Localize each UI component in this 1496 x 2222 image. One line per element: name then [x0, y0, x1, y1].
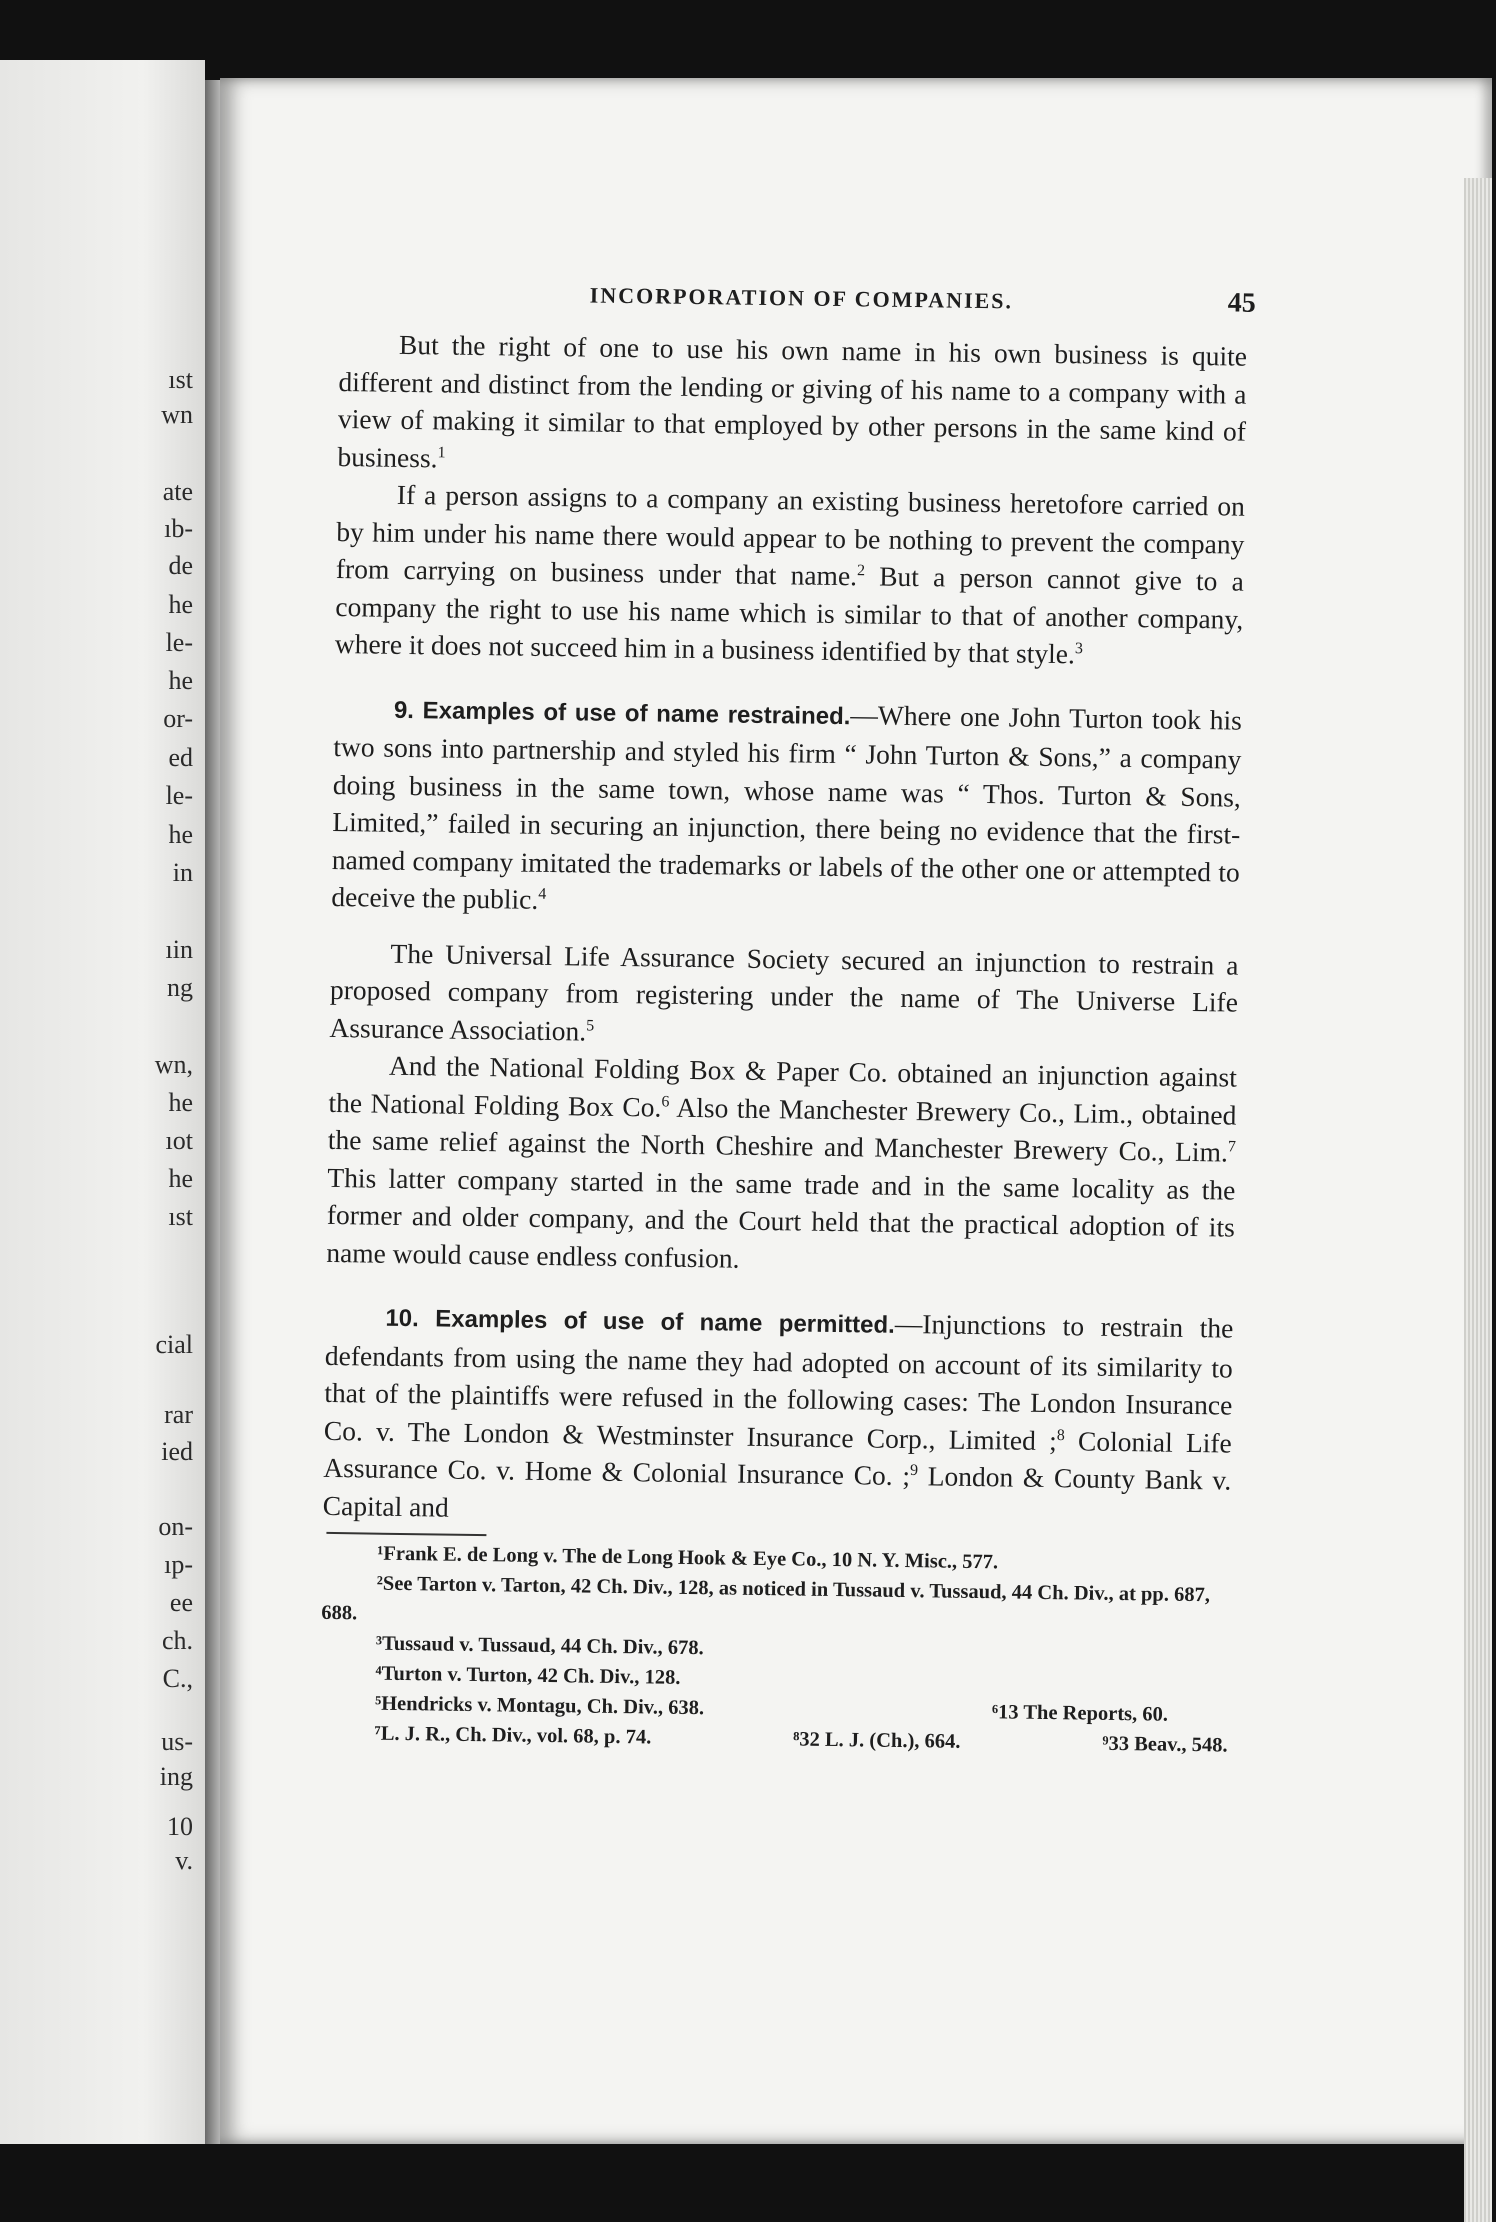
- footnote-ref: 8: [1056, 1426, 1065, 1444]
- left-margin-fragment: us-: [161, 1727, 193, 1756]
- left-margin-fragment: ıst: [168, 1202, 193, 1231]
- paragraph: If a person assigns to a company an existing business heretofore carried on by him under his name there would appear to be nothing to prevent the company from carrying on business under that name.$^2$ But a person cannot give to a company the right to use his name which is similar to that of another company, where it does not succeed him in a business identified by that style.$^3$: [334, 478, 1246, 670]
- paragraph: But the right of one to use his own name in his own business is quite different and distinct from the lending or giving of his name to a company with a view of making it similar to that employed by other persons in the same kind of business.$^1$: [337, 328, 1248, 473]
- left-margin-fragment: he: [168, 820, 193, 849]
- page-content: [319, 275, 1256, 1761]
- page-number: 45: [1227, 287, 1256, 319]
- left-margin-fragment: he: [168, 590, 193, 619]
- left-margin-fragment: on-: [158, 1512, 193, 1541]
- left-margin-fragment: ıb-: [164, 514, 193, 543]
- footnote-ref: 9: [909, 1461, 919, 1480]
- left-margin-fragment: he: [168, 1088, 193, 1117]
- facing-left-page: [0, 60, 205, 2144]
- section-heading: 10. Examples of use of name permitted.: [385, 1304, 895, 1339]
- left-margin-fragment: C.,: [162, 1664, 193, 1693]
- footnote-ref: 5: [586, 1016, 595, 1034]
- left-margin-fragment: or-: [163, 704, 193, 733]
- footnote-ref: 6: [661, 1092, 670, 1111]
- left-margin-fragment: in: [172, 858, 193, 887]
- left-margin-fragment: v.: [175, 1846, 193, 1875]
- left-margin-fragment: ed: [168, 743, 193, 772]
- paragraph: And the National Folding Box & Paper Co. obtained an injunction against the National Folding Box Co.$^6$ Also the Manchester Brewery Co., Lim., obtained the same relief against the North Cheshire and Manchester Brewery Co., Lim.$^7$ This latter company started in the same trade and in the same locality as the former and older company, and the Court held that the practical adoption of its name would cause endless confusion.: [326, 1049, 1238, 1274]
- left-margin-fragment: 10: [167, 1812, 193, 1841]
- left-margin-fragment: le-: [165, 781, 193, 810]
- footnote-rule: [326, 1532, 486, 1536]
- footnote-ref: 2: [856, 562, 866, 580]
- left-margin-fragment: cial: [155, 1330, 193, 1359]
- section-paragraph: 9. Examples of use of name restrained.—Where one John Turton took his two sons into partnership and styled his firm “ John Turton & Sons,” a company doing business in the same town, whose name was “ Thos. Turton & Sons, Limited,” failed in securing an injunction, there being no evidence that the first-named company imitated the trademarks or labels of the other one or attempted to deceive the public.$^4$: [331, 696, 1243, 915]
- left-margin-fragment: le-: [165, 628, 193, 657]
- left-margin-fragment: rar: [164, 1400, 193, 1429]
- footnote-ref: 3: [1074, 640, 1084, 658]
- footnote: ⁶13 The Reports, 60.: [991, 1701, 1169, 1726]
- footnote: ⁹33 Beav., 548.: [1102, 1732, 1228, 1757]
- section-paragraph: 10. Examples of use of name permitted.—Injunctions to restrain the defendants from using the name they had adopted on account of its similarity to that of the plaintiffs were refused in the following cases: The London Insurance Co. v. The London & Westminster Insurance Corp., Limited ;$^8$ Colonial Life Assurance Co. v. Home & Colonial Insurance Co. ;$^9$ London & County Bank v. Capital and: [322, 1304, 1234, 1523]
- left-margin-fragment: ıot: [165, 1126, 193, 1155]
- left-margin-fragment: ee: [169, 1588, 193, 1617]
- left-margin-fragment: ate: [162, 477, 193, 506]
- left-margin-fragment: ing: [159, 1762, 193, 1791]
- footnote: ²See Tarton v. Tarton, 42 Ch. Div., 128, as noticed in Tussaud v. Tussaud, 44 Ch. Div., at pp. 687, 688.: [321, 1572, 1211, 1625]
- left-margin-fragment: wn,: [154, 1050, 193, 1079]
- left-margin-fragment: ıst: [168, 365, 193, 394]
- footnote: ¹Frank E. de Long v. The de Long Hook & Eye Co., 10 N. Y. Misc., 577.: [376, 1542, 999, 1574]
- footnote: ⁸32 L. J. (Ch.), 664.: [793, 1728, 961, 1753]
- left-margin-fragment: de: [168, 551, 193, 580]
- footnote-ref: 7: [1227, 1138, 1237, 1156]
- running-title: INCORPORATION OF COMPANIES.: [589, 282, 1014, 314]
- left-margin-fragment: ng: [167, 973, 193, 1002]
- left-margin-fragment: ıin: [165, 935, 193, 964]
- left-margin-fragment: he: [168, 666, 193, 695]
- footnote: ⁵Hendricks v. Montagu, Ch. Div., 638.: [374, 1692, 705, 1720]
- left-margin-fragment: wn: [161, 400, 193, 429]
- footnote-ref: 4: [538, 885, 547, 903]
- footnote: ³Tussaud v. Tussaud, 44 Ch. Div., 678.: [375, 1632, 704, 1660]
- left-margin-fragment: ıp-: [164, 1550, 193, 1579]
- section-heading: 9. Examples of use of name restrained.: [393, 696, 851, 730]
- page-edges: [1464, 178, 1492, 2222]
- footnote: ⁷L. J. R., Ch. Div., vol. 68, p. 74.: [374, 1722, 652, 1749]
- paragraph: The Universal Life Assurance Society secured an injunction to restrain a proposed company from registering under the name of The Universe Life Assurance Association.$^5$: [329, 937, 1239, 1047]
- footnote-ref: 1: [437, 443, 446, 461]
- left-margin-fragment: ied: [161, 1437, 193, 1466]
- footnote: ⁴Turton v. Turton, 42 Ch. Div., 128.: [375, 1662, 681, 1689]
- left-margin-fragment: he: [168, 1164, 193, 1193]
- left-margin-fragment: ch.: [161, 1626, 193, 1655]
